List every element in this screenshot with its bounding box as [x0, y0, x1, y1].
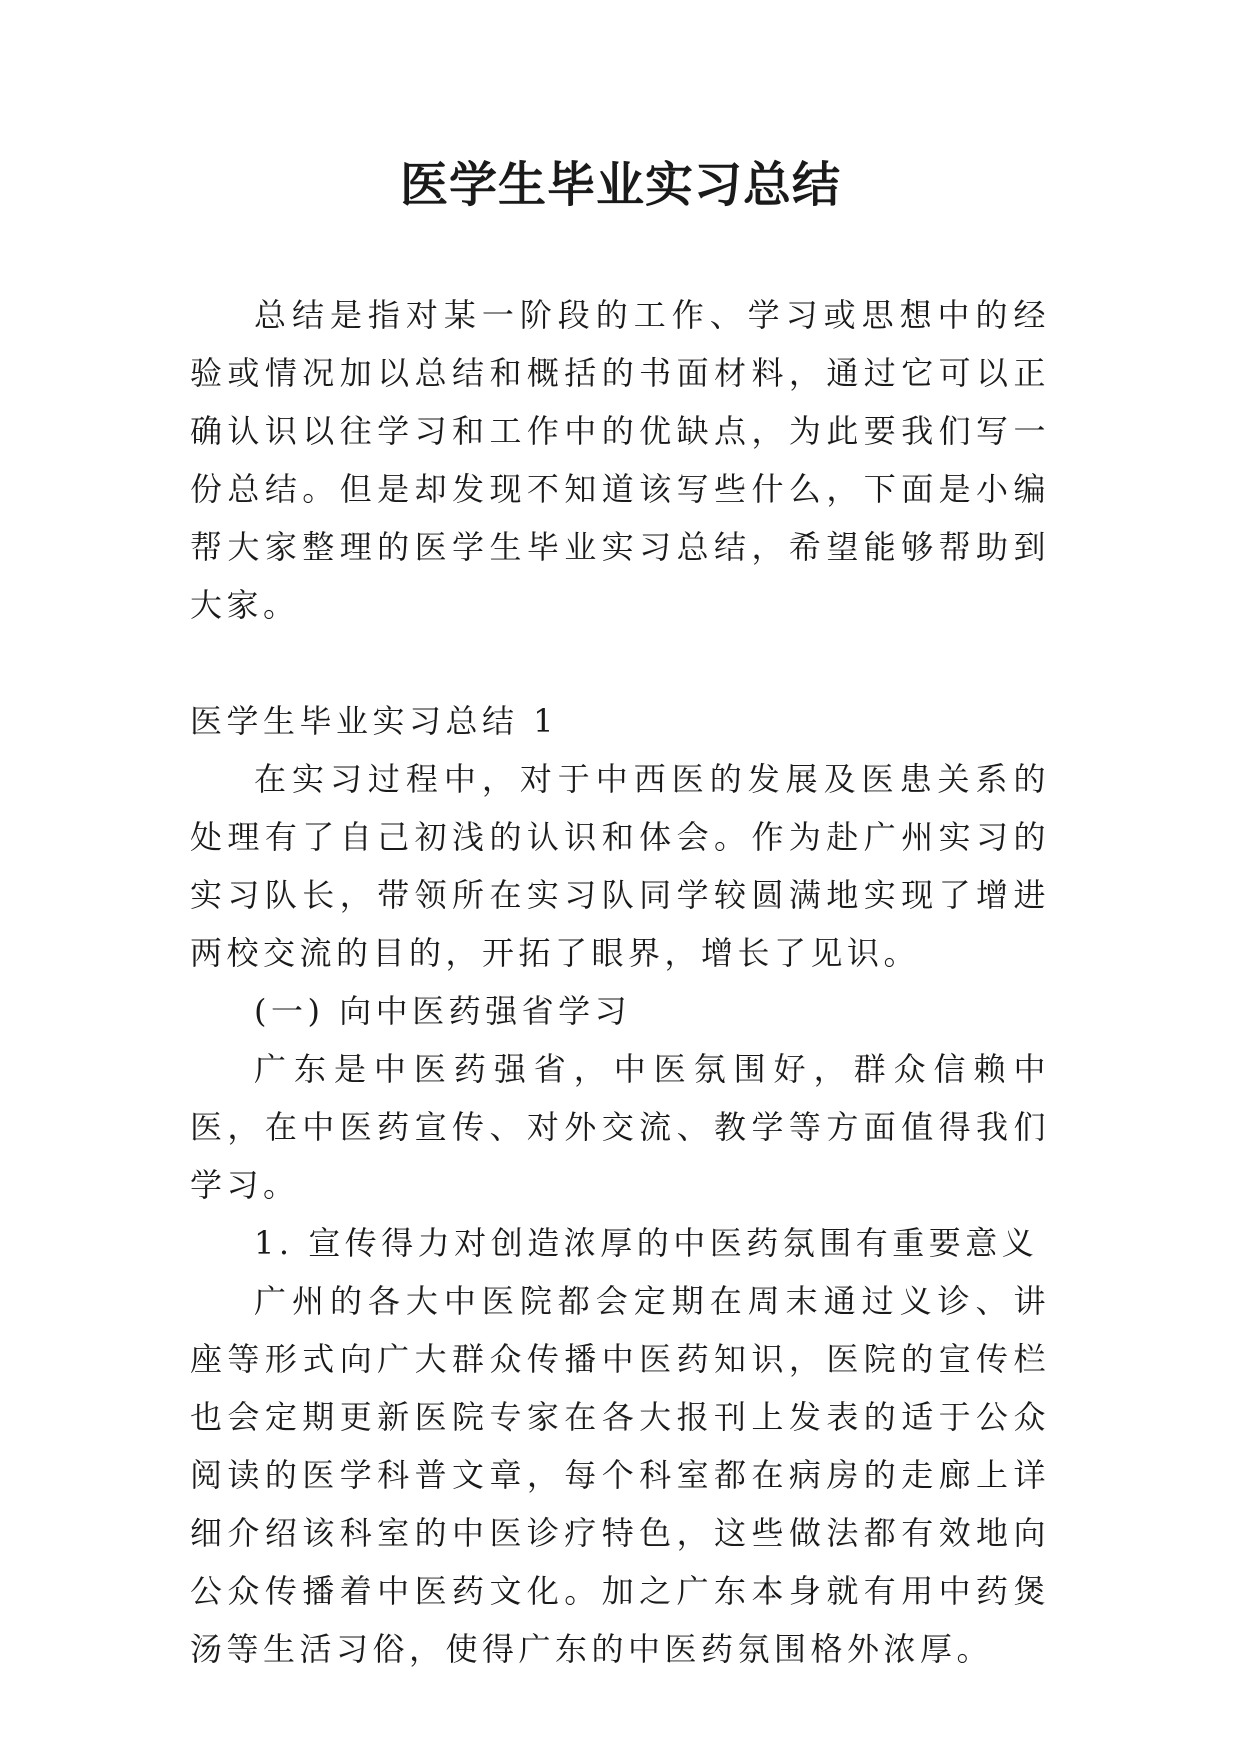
- body-paragraph-1: 在实习过程中，对于中西医的发展及医患关系的处理有了自己初浅的认识和体会。作为赴广州实习的实习队长，带领所在实习队同学较圆满地实现了增进两校交流的目的，开拓了眼界，增长了见识。: [190, 760, 1050, 972]
- intro-paragraph: 总结是指对某一阶段的工作、学习或思想中的经验或情况加以总结和概括的书面材料，通过它可以正确认识以往学习和工作中的优缺点，为此要我们写一份总结。但是却发现不知道该写些什么，下面是小编帮大家整理的医学生毕业实习总结，希望能够帮助到大家。: [190, 296, 1050, 624]
- paragraph-spacer: [190, 634, 1050, 692]
- subheading-1: (一) 向中医药强省学习: [254, 992, 632, 1030]
- body-paragraph-3: 广州的各大中医院都会定期在周末通过义诊、讲座等形式向广大群众传播中医药知识，医院的宣传栏也会定期更新医院专家在各大报刊上发表的适于公众阅读的医学科普文章，每个科室都在病房的走廊上详细介绍该科室的中医诊疗特色，这些做法都有效地向公众传播着中医药文化。加之广东本身就有用中药煲汤等生活习俗，使得广东的中医药氛围格外浓厚。: [190, 1282, 1050, 1668]
- document-body: [190, 286, 1050, 1678]
- document-title: 医学生毕业实习总结: [399, 157, 841, 213]
- body-paragraph-2: 广东是中医药强省，中医氛围好，群众信赖中医，在中医药宣传、对外交流、教学等方面值得我们学习。: [190, 1050, 1050, 1204]
- section-heading: 医学生毕业实习总结 1: [190, 702, 559, 740]
- subheading-2: 1. 宣传得力对创造浓厚的中医药氛围有重要意义: [254, 1224, 1039, 1262]
